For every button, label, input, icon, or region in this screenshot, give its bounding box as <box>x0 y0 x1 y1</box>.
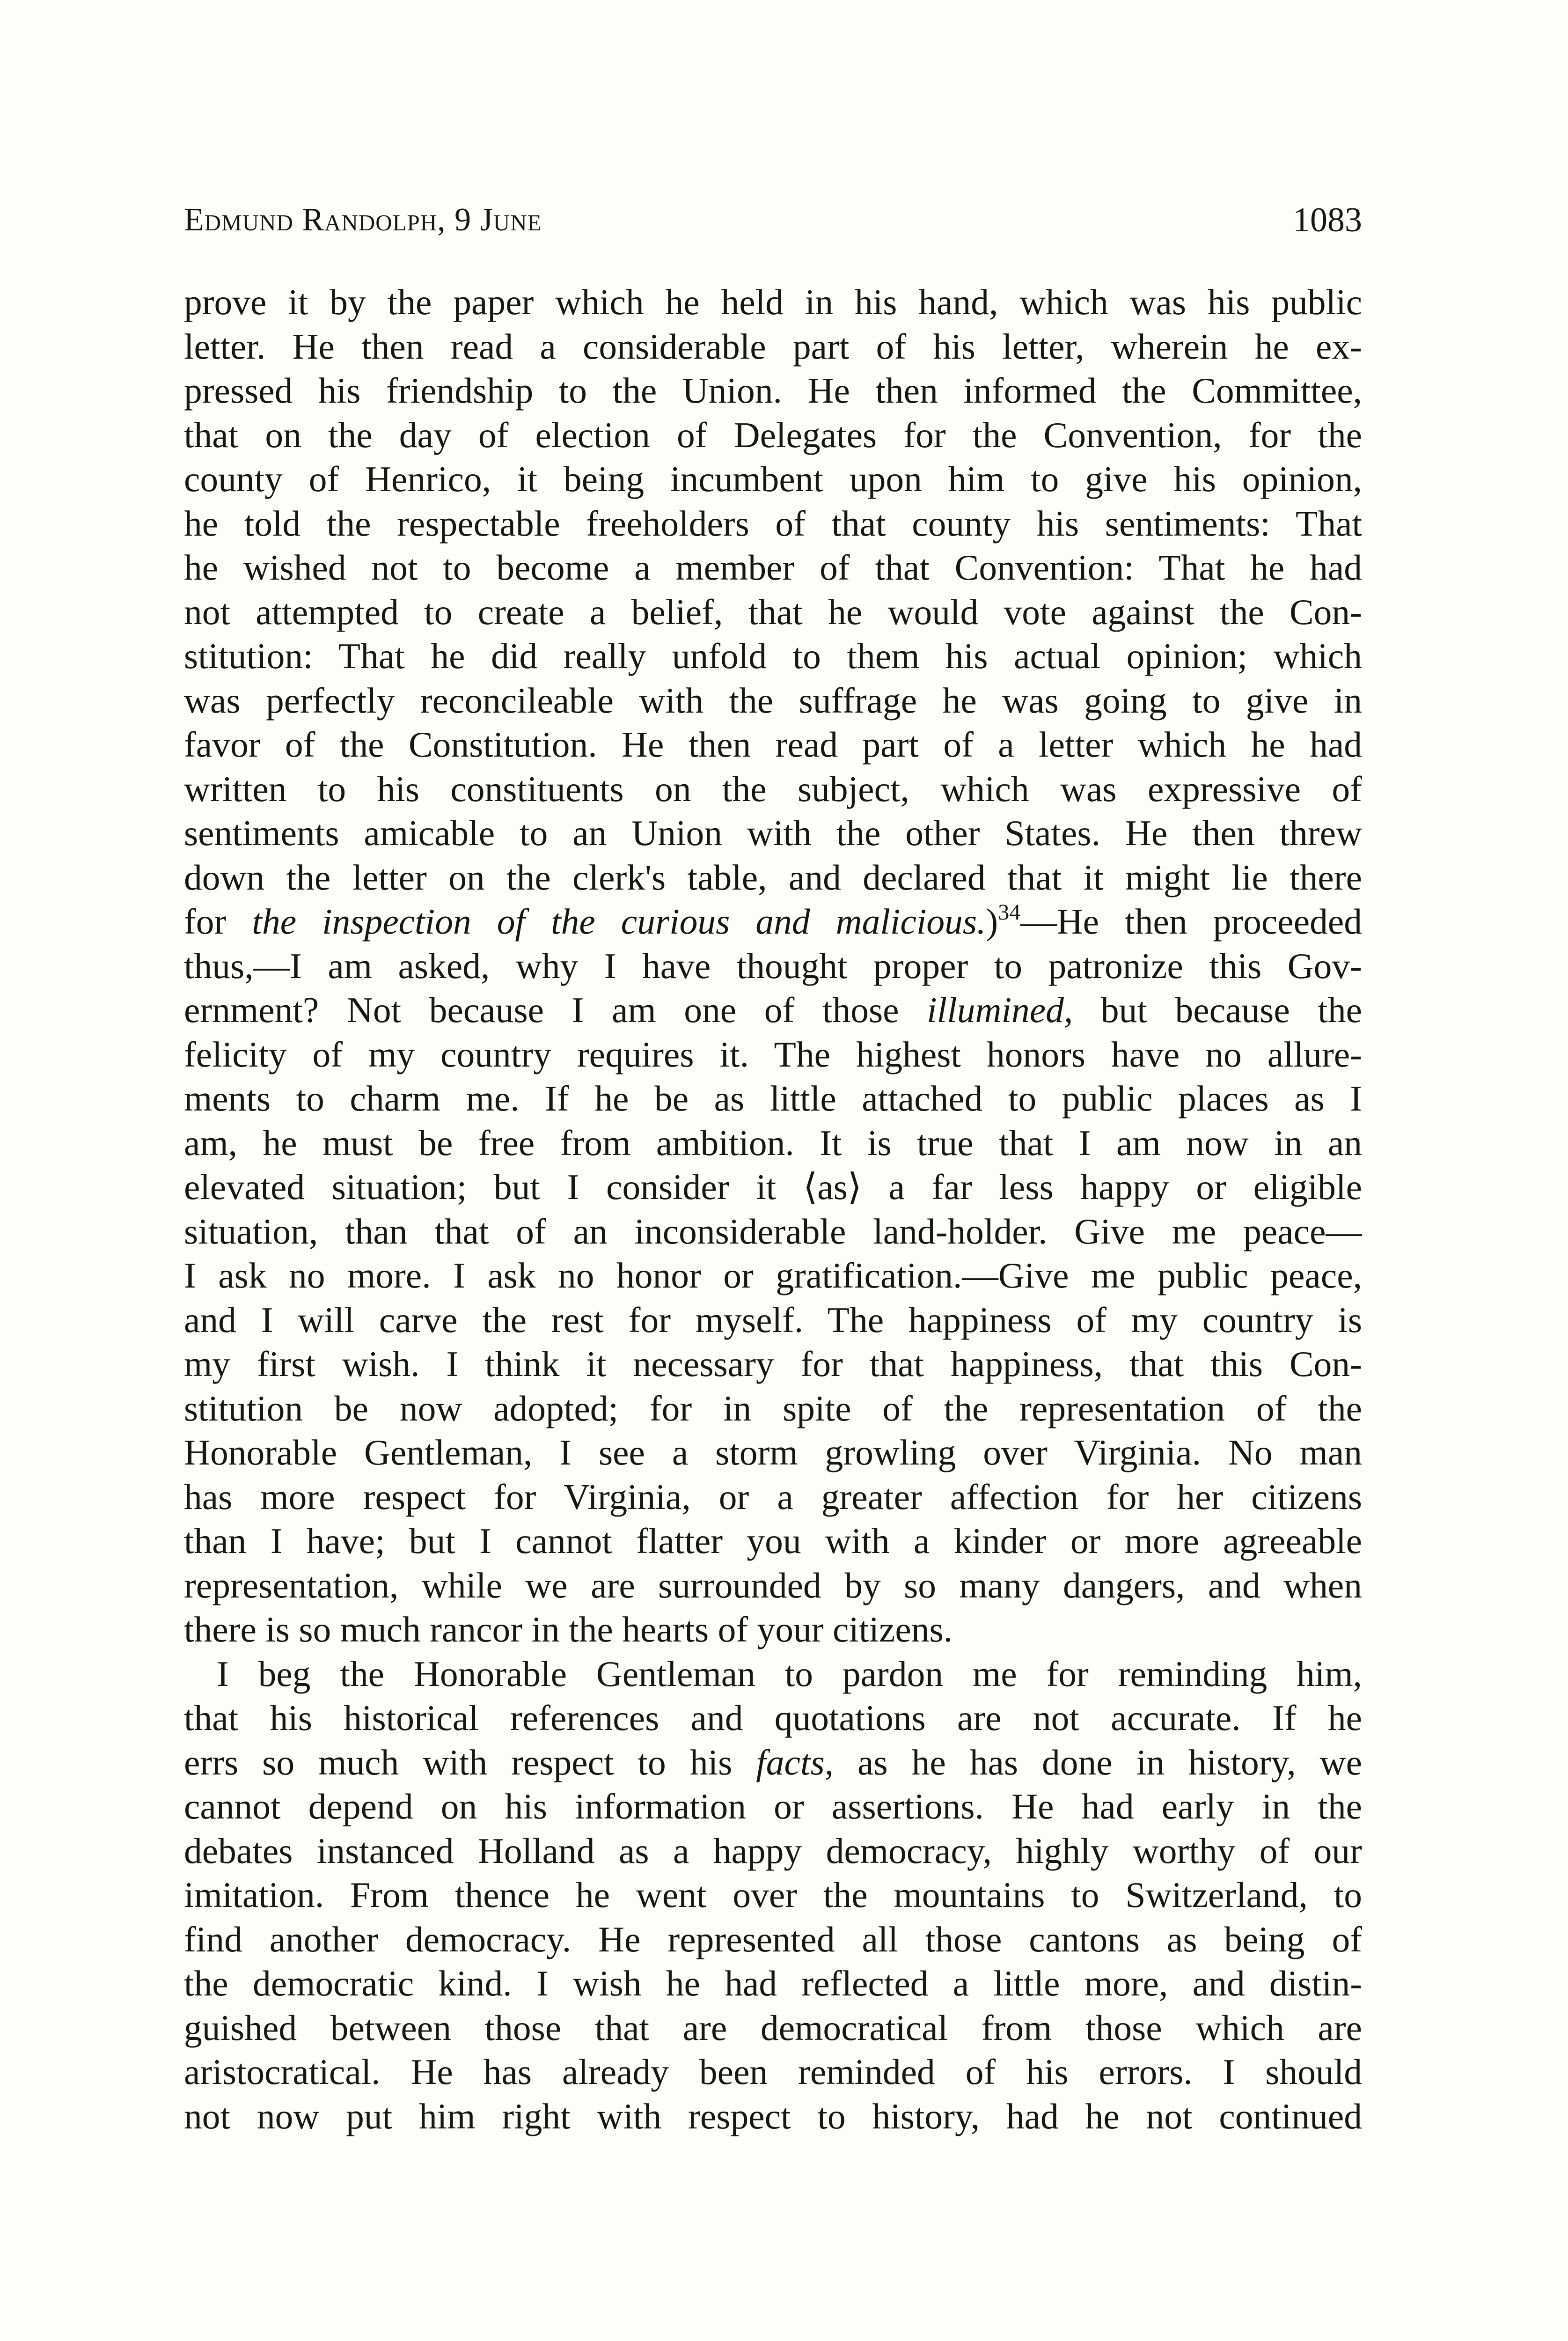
text-line: cannot depend on his information or assertions. He had early in the <box>184 1786 1362 1826</box>
text-line: that his historical references and quotations are not accurate. If he <box>184 1698 1362 1738</box>
italic-word: illumined, <box>927 990 1073 1030</box>
text-line: debates instanced Holland as a happy democracy, highly worthy of our <box>184 1830 1362 1871</box>
text-line: than I have; but I cannot flatter you with a kinder or more agreeable <box>184 1521 1362 1561</box>
text-line: there is so much rancor in the hearts of your citizens. <box>184 1609 953 1649</box>
italic-phrase: the inspection of the curious and malicious. <box>252 901 986 942</box>
text-line: he wished not to become a member of that Convention: That he had <box>184 547 1362 588</box>
text-segment: but because the <box>1073 990 1362 1030</box>
italic-word: facts, <box>756 1742 834 1782</box>
text-line: find another democracy. He represented all those cantons as being of <box>184 1919 1362 1959</box>
text-line: I beg the Honorable Gentleman to pardon me for reminding him, <box>217 1653 1362 1694</box>
text-line: written to his constituents on the subject, which was expressive of <box>184 768 1362 809</box>
text-line: stitution be now adopted; for in spite of the representation of the <box>184 1388 1362 1428</box>
text-segment: errs so much with respect to his <box>184 1742 756 1782</box>
text-segment: ) <box>986 901 998 942</box>
text-line: not attempted to create a belief, that he would vote against the Con- <box>184 591 1362 632</box>
text-line: down the letter on the clerk's table, and declared that it might lie there <box>184 857 1362 898</box>
text-line: Honorable Gentleman, I see a storm growling over Virginia. No man <box>184 1432 1362 1472</box>
footnote-marker: 34 <box>998 900 1021 925</box>
text-line: aristocratical. He has already been reminded of his errors. I should <box>184 2052 1362 2092</box>
text-line: not now put him right with respect to history, had he not continued <box>184 2096 1362 2136</box>
text-line: county of Henrico, it being incumbent upon him to give his opinion, <box>184 459 1362 499</box>
text-line: elevated situation; but I consider it ⟨as⟩ a far less happy or eligible <box>184 1167 1362 1207</box>
text-line: stitution: That he did really unfold to them his actual opinion; which <box>184 636 1362 676</box>
text-line <box>184 1740 1362 1785</box>
text-line: has more respect for Virginia, or a greater affection for her citizens <box>184 1476 1362 1517</box>
text-segment: as he has done in history, we <box>834 1742 1362 1782</box>
text-line: I ask no more. I ask no honor or gratification.—Give me public peace, <box>184 1255 1362 1296</box>
text-line: was perfectly reconcileable with the suffrage he was going to give in <box>184 680 1362 721</box>
page-number: 1083 <box>1293 201 1362 239</box>
text-segment: —He then proceeded <box>1020 901 1362 942</box>
text-line: thus,—I am asked, why I have thought proper to patronize this Gov- <box>184 945 1362 986</box>
running-head: Edmund Randolph, 9 June <box>184 202 542 238</box>
text-segment: for <box>184 901 252 942</box>
text-line: my first wish. I think it necessary for that happiness, that this Con- <box>184 1344 1362 1384</box>
text-line: that on the day of election of Delegates for the Convention, for the <box>184 414 1362 455</box>
page-header <box>184 197 1362 248</box>
text-line: ments to charm me. If he be as little attached to public places as I <box>184 1078 1362 1119</box>
text-line: imitation. From thence he went over the mountains to Switzerland, to <box>184 1875 1362 1915</box>
body-text <box>184 280 1362 2162</box>
text-line: and I will carve the rest for myself. The happiness of my country is <box>184 1299 1362 1340</box>
text-line <box>184 899 1362 944</box>
text-line: guished between those that are democratical from those which are <box>184 2007 1362 2048</box>
text-line: am, he must be free from ambition. It is true that I am now in an <box>184 1122 1362 1163</box>
text-line: the democratic kind. I wish he had reflected a little more, and distin- <box>184 1963 1362 2003</box>
text-line: felicity of my country requires it. The highest honors have no allure- <box>184 1034 1362 1075</box>
text-line: situation, than that of an inconsiderable land-holder. Give me peace— <box>184 1211 1362 1251</box>
text-line: letter. He then read a considerable part of his letter, wherein he ex- <box>184 326 1362 367</box>
text-line <box>184 988 1362 1032</box>
text-line: prove it by the paper which he held in his hand, which was his public <box>184 282 1362 322</box>
text-line: pressed his friendship to the Union. He then informed the Committee, <box>184 370 1362 411</box>
text-line: he told the respectable freeholders of that county his sentiments: That <box>184 503 1362 544</box>
text-line: sentiments amicable to an Union with the other States. He then threw <box>184 813 1362 853</box>
text-line: favor of the Constitution. He then read part of a letter which he had <box>184 724 1362 765</box>
text-line: representation, while we are surrounded by so many dangers, and when <box>184 1565 1362 1605</box>
text-segment: ernment? Not because I am one of those <box>184 990 927 1030</box>
